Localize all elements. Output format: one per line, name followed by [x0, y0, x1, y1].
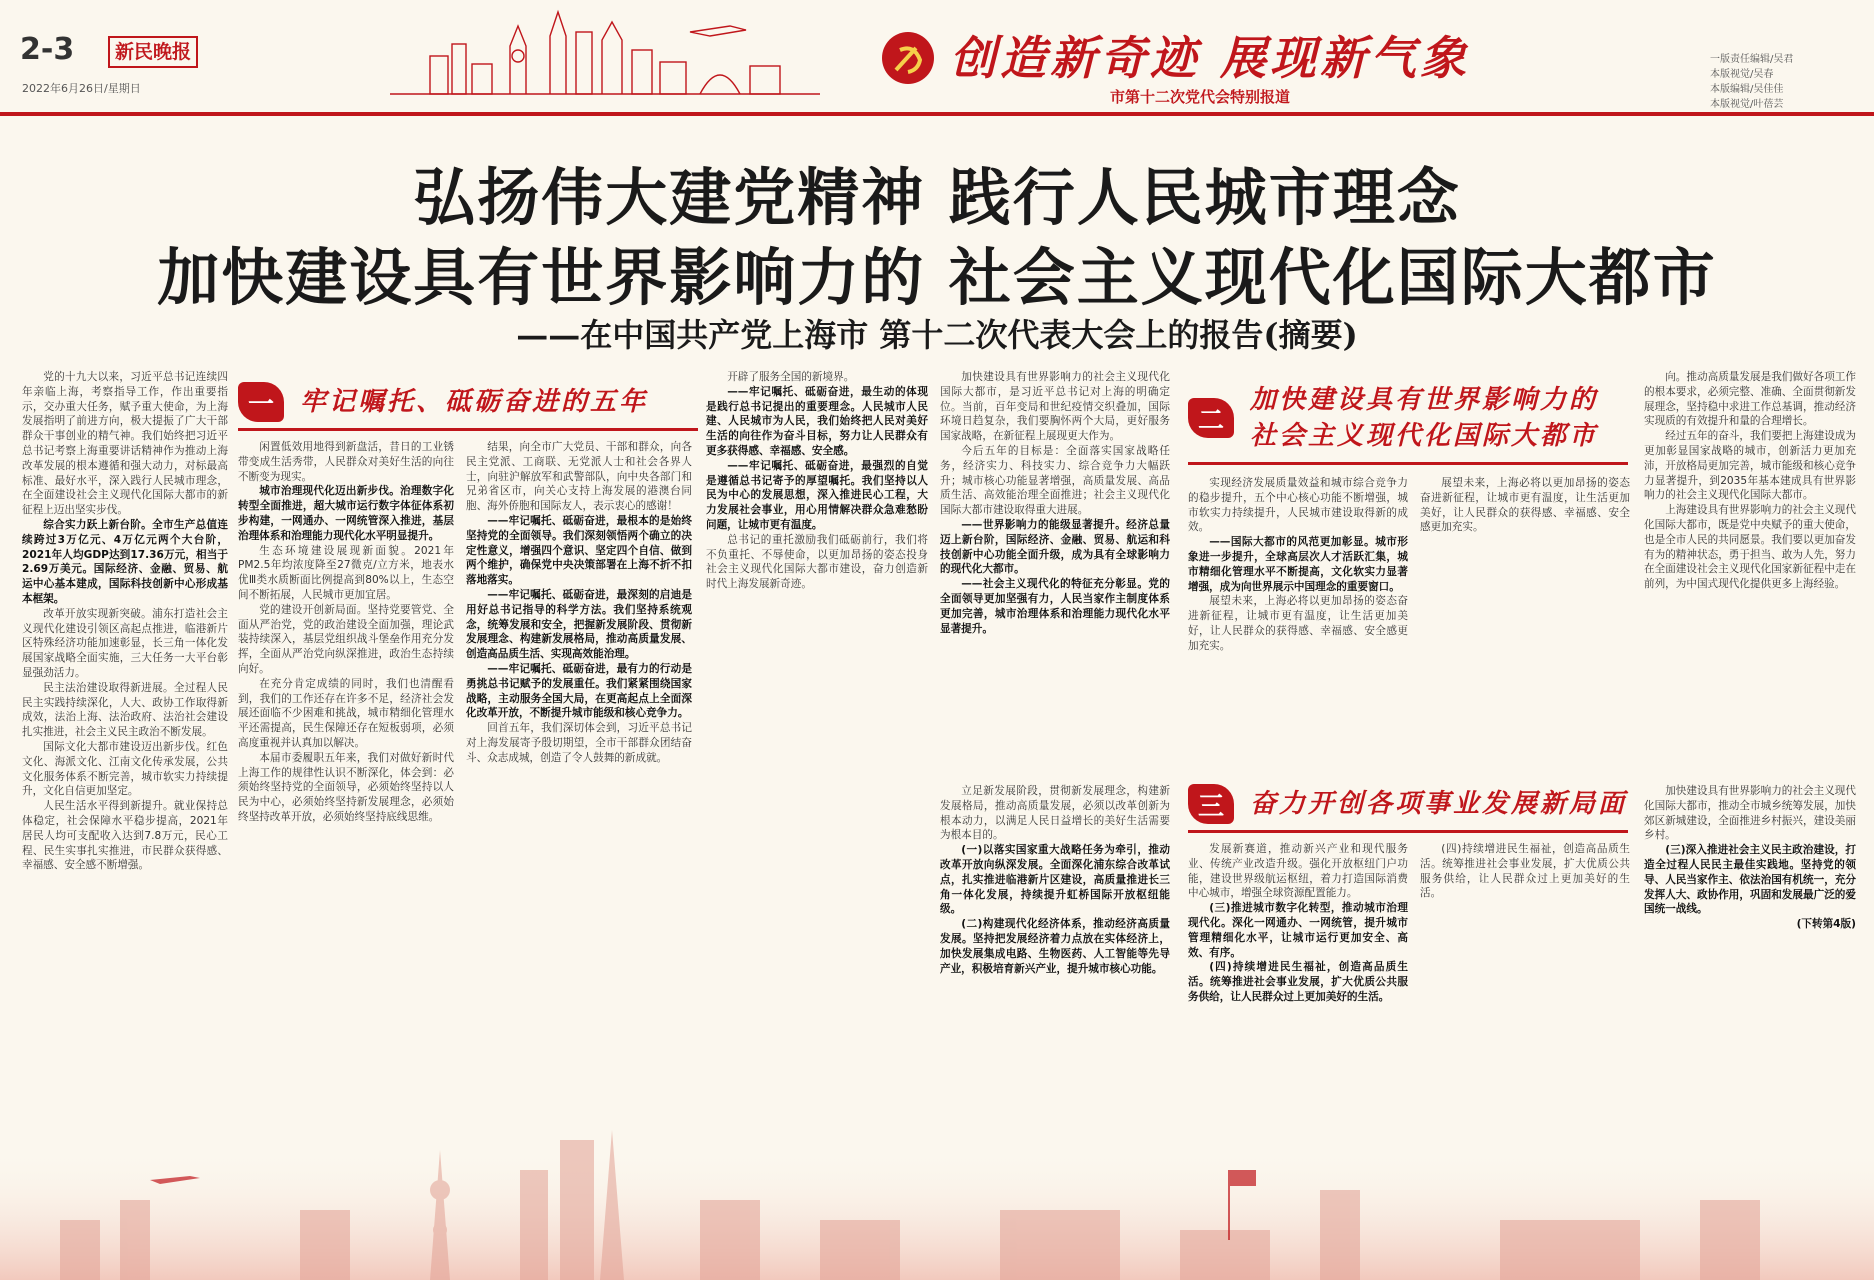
- paragraph: 生态环境建设展现新面貌。2021年PM2.5年均浓度降至27微克/立方米，地表水优Ⅲ类水质断面比例提高到80%以上，生态空间不断拓展，人民城市更加宜居。: [238, 544, 454, 601]
- section-2-heading: [1188, 382, 1598, 454]
- section-1-heading: [238, 382, 648, 422]
- page-number: 2-3: [20, 32, 75, 67]
- city-skyline-illustration-icon: [0, 1110, 1874, 1280]
- article-column-7: [1420, 476, 1630, 770]
- paragraph: 民主法治建设取得新进展。全过程人民民主实践持续深化，人大、政协工作取得新成效，法治上海、法治政府、法治社会建设扎实推进，社会主义民主政治不断发展。: [22, 681, 228, 739]
- paragraph: (四)持续增进民生福祉，创造高品质生活。统筹推进社会事业发展，扩大优质公共服务供给，让人民群众过上更加美好的生活。: [1188, 961, 1408, 1003]
- article-column-5: [940, 370, 1170, 770]
- paragraph: 展望未来，上海必将以更加昂扬的姿态奋进新征程，让城市更有温度，让生活更加美好，让人民群众的获得感、幸福感、安全感更加充实。: [1188, 595, 1408, 652]
- paragraph: ——牢记嘱托、砥砺奋进，最深刻的启迪是用好总书记指导的科学方法。我们坚持系统观念，统筹发展和安全，把握新发展阶段、贯彻新发展理念、构建新发展格局，推动高质量发展、创造高品质生活、实现高效能治理。: [466, 588, 692, 661]
- article-column-4: [706, 370, 928, 1130]
- article-column-1: [22, 370, 228, 1130]
- paragraph: 加快建设具有世界影响力的社会主义现代化国际大都市，推动全市城乡统筹发展，加快郊区新城建设，全面推进乡村振兴，建设美丽乡村。: [1644, 785, 1856, 842]
- section-title: 牢记嘱托、砥砺奋进的五年: [300, 387, 649, 417]
- paragraph: 回首五年，我们深切体会到，习近平总书记对上海发展寄予殷切期望，全市干部群众团结奋斗、众志成城，创造了令人鼓舞的新成就。: [466, 722, 692, 764]
- article-column-6: [1188, 476, 1408, 770]
- paragraph: 国际文化大都市建设迈出新步伐。红色文化、海派文化、江南文化传承发展，公共文化服务体系不断完善，城市软实力持续提升，文化自信更加坚定。: [22, 740, 228, 798]
- editor-credit: 本版编辑/吴佳佳: [1710, 84, 1784, 95]
- section-title: 加快建设具有世界影响力的: [1250, 385, 1599, 415]
- paragraph: 在充分肯定成绩的同时，我们也清醒看到，我们的工作还存在许多不足，经济社会发展还面临不少困难和挑战，城市精细化管理水平还需提高，民生保障还存在短板弱项，必须高度重视并认真加以解决。: [238, 677, 454, 749]
- paragraph: 党的十九大以来，习近平总书记连续四年亲临上海，考察指导工作，作出重要指示，交办重大任务，赋予重大使命，为上海发展指明了前进方向，极大提振了广大干部群众干事创业的精气神。我们始终把习近平总书记考察上海重要讲话精神作为推动上海改革发展的根本遵循和强大动力，对标最高标准、最好水平，深入践行人民城市理念，在全面建设社会主义现代化国际大都市的新征程上迈出坚实步伐。: [22, 371, 228, 517]
- article-column-2: [238, 440, 454, 1130]
- article-column-3: [466, 440, 692, 1130]
- paragraph: 党的建设开创新局面。坚持党要管党、全面从严治党，党的政治建设全面加强，理论武装持续深入，基层党组织战斗堡垒作用充分发挥，全面从严治党向纵深推进，政治生态持续向好。: [238, 603, 454, 675]
- paragraph: 今后五年的目标是：全面落实国家战略任务，经济实力、科技实力、综合竞争力大幅跃升；城市核心功能显著增强，高质量发展、高品质生活、高效能治理全面推进；社会主义现代化国际大都市建设取得重大进展。: [940, 444, 1170, 517]
- party-emblem-icon: [880, 30, 936, 86]
- paragraph: 上海建设具有世界影响力的社会主义现代化国际大都市，既是党中央赋予的重大使命，也是全市人民的共同愿景。我们要以更加奋发有为的精神状态，勇于担当、敢为人先，努力在全面建设社会主义现代化国家新征程中走在前列，为中国式现代化提供更多上海经验。: [1644, 504, 1856, 591]
- section-divider: [1188, 462, 1628, 465]
- main-headline-line-1: 弘扬伟大建党精神 践行人民城市理念: [413, 161, 1461, 234]
- article-column-7-lower: [1420, 842, 1630, 1130]
- paragraph: 改革开放实现新突破。浦东打造社会主义现代化建设引领区高起点推进，临港新片区特殊经济功能加速彰显，长三角一体化发展国家战略全面实施，三大任务一大平台彰显强劲活力。: [22, 607, 228, 679]
- paragraph: 总书记的重托激励我们砥砺前行，我们将不负重托、不辱使命，以更加昂扬的姿态投身社会主义现代化国际大都市建设，奋力创造新时代上海发展新奇迹。: [706, 533, 928, 591]
- editor-credit: 一版责任编辑/吴君: [1710, 54, 1794, 65]
- paragraph: ——社会主义现代化的特征充分彰显。党的全面领导更加坚强有力，人民当家作主制度体系更加完善，城市治理体系和治理能力现代化水平显著提升。: [940, 578, 1170, 635]
- section-number: 一: [238, 382, 284, 422]
- section-3-heading: [1188, 784, 1627, 824]
- section-title: 奋力开创各项事业发展新局面: [1250, 789, 1628, 819]
- section-title-continued: 社会主义现代化国际大都市: [1250, 421, 1599, 451]
- special-report-label: 市第十二次党代会特别报道: [1110, 88, 1291, 106]
- paragraph: 城市治理现代化迈出新步伐。治理数字化转型全面推进，超大城市运行数字体征体系初步构建，一网通办、一网统管深入推进，基层治理体系和治理能力现代化水平明显提升。: [238, 485, 454, 542]
- article-column-5-lower: [940, 784, 1170, 1130]
- paragraph: ——牢记嘱托、砥砺奋进，最强烈的自觉是遵循总书记寄予的厚望嘱托。我们坚持以人民为中心的发展思想，深入推进民心工程，大力发展社会事业，用心用情解决群众急难愁盼问题，让城市更有温度。: [706, 459, 928, 531]
- paragraph: 结果，向全市广大党员、干部和群众，向各民主党派、工商联、无党派人士和社会各界人士，向驻沪解放军和武警部队，向中央各部门和兄弟省区市，向关心支持上海发展的港澳台同胞、海外侨胞和国际友人，表示衷心的感谢！: [466, 441, 692, 513]
- editor-credits: [1710, 52, 1860, 112]
- paragraph: ——牢记嘱托、砥砺奋进，最生动的体现是践行总书记提出的重要理念。人民城市人民建、人民城市为人民，我们始终把人民对美好生活的向往作为奋斗目标，努力让人民群众有更多获得感、幸福感、安全感。: [706, 385, 928, 457]
- issue-date: 2022年6月26日/星期日: [22, 82, 141, 95]
- paragraph: 加快建设具有世界影响力的社会主义现代化国际大都市，是习近平总书记对上海的明确定位。当前，百年变局和世纪疫情交织叠加，国际环境日趋复杂，我们要胸怀两个大局，更好服务国家战略，在新征程上展现更大作为。: [940, 371, 1170, 443]
- paragraph: 闲置低效用地得到新盘活，昔日的工业锈带变成生活秀带，人民群众对美好生活的向往不断变为现实。: [238, 441, 454, 483]
- paragraph: 经过五年的奋斗，我们要把上海建设成为更加彰显国家战略的城市，创新活力更加充沛，开放格局更加完善，城市能级和核心竞争力显著提升，到2035年基本建成具有世界影响力的社会主义现代化国际大都市。: [1644, 430, 1856, 502]
- subheadline: ——在中国共产党上海市 第十二次代表大会上的报告(摘要): [516, 316, 1358, 354]
- campaign-slogan: 创造新奇迹 展现新气象: [950, 31, 1471, 85]
- paragraph: (三)深入推进社会主义民主政治建设，打造全过程人民民主最佳实践地。坚持党的领导、人民当家作主、依法治国有机统一，充分发挥人大、政协作用，巩固和发展最广泛的爱国统一战线。: [1644, 844, 1856, 916]
- paragraph: 实现经济发展质量效益和城市综合竞争力的稳步提升，五个中心核心功能不断增强，城市软实力持续提升，人民城市建设取得新的成效。: [1188, 477, 1408, 534]
- section-divider: [1188, 830, 1628, 833]
- newspaper-logo: 新民晚报: [108, 36, 198, 68]
- paragraph: 向。推动高质量发展是我们做好各项工作的根本要求，必须完整、准确、全面贯彻新发展理念，坚持稳中求进工作总基调，推动经济实现质的有效提升和量的合理增长。: [1644, 371, 1856, 428]
- paragraph: (二)构建现代化经济体系，推动经济高质量发展。坚持把发展经济着力点放在实体经济上，加快发展集成电路、生物医药、人工智能等先导产业，积极培育新兴产业，提升城市核心功能。: [940, 918, 1170, 975]
- paragraph: 本届市委履职五年来，我们对做好新时代上海工作的规律性认识不断深化，体会到：必须始终坚持党的全面领导，必须始终坚持以人民为中心，必须始终坚持新发展理念，必须始终坚持改革开放，必须始终坚持底线思维。: [238, 751, 454, 823]
- masthead: [0, 0, 1874, 108]
- editor-credit: 本版视觉/吴春: [1710, 69, 1774, 80]
- article-column-8: [1644, 370, 1856, 770]
- paragraph: (三)推进城市数字化转型，推动城市治理现代化。深化一网通办、一网统管，提升城市管理精细化水平，让城市运行更加安全、高效、有序。: [1188, 902, 1408, 959]
- paragraph: 开辟了服务全国的新境界。: [727, 371, 855, 383]
- paragraph: 综合实力跃上新台阶。全市生产总值连续跨过3万亿元、4万亿元两个大台阶，2021年人均GDP达到17.36万元，相当于2.69万美元。国际经济、金融、贸易、航运中心基本建成，国际科技创新中心形成基本框架。: [22, 518, 228, 605]
- paragraph: ——牢记嘱托、砥砺奋进，最有力的行动是勇挑总书记赋予的发展重任。我们紧紧围绕国家战略，主动服务全国大局，在更高起点上全面深化改革开放，不断提升城市能级和核心竞争力。: [466, 662, 692, 720]
- paragraph: 人民生活水平得到新提升。就业保持总体稳定，社会保障水平稳步提高，2021年居民人均可支配收入达到7.8万元，民心工程、民生实事扎实推进，市民群众获得感、幸福感、安全感不断增强。: [22, 800, 228, 872]
- paragraph: ——牢记嘱托、砥砺奋进，最根本的是始终坚持党的全面领导。我们深刻领悟两个确立的决定性意义，增强四个意识、坚定四个自信、做到两个维护，确保党中央决策部署在上海不折不扣落地落实。: [466, 514, 692, 587]
- masthead-divider: [0, 112, 1874, 116]
- editor-credit: 本版视觉/叶蓓芸: [1710, 99, 1784, 110]
- section-number: 二: [1188, 398, 1234, 438]
- continued-note: (下转第4版): [1796, 918, 1856, 931]
- paragraph: ——世界影响力的能级显著提升。经济总量迈上新台阶，国际经济、金融、贸易、航运和科技创新中心功能全面升级，成为具有全球影响力的现代化大都市。: [940, 518, 1170, 576]
- main-headline-line-2: 加快建设具有世界影响力的 社会主义现代化国际大都市: [157, 241, 1717, 314]
- paragraph: ——国际大都市的风范更加彰显。城市形象进一步提升，全球高层次人才活跃汇集，城市精细化管理水平不断提高，文化软实力显著增强，成为向世界展示中国理念的重要窗口。: [1188, 536, 1408, 593]
- section-number: 三: [1188, 784, 1234, 824]
- paragraph: 立足新发展阶段，贯彻新发展理念，构建新发展格局，推动高质量发展，必须以改革创新为根本动力，以满足人民日益增长的美好生活需要为根本目的。: [940, 785, 1170, 842]
- paragraph: 发展新赛道，推动新兴产业和现代服务业、传统产业改造升级。强化开放枢纽门户功能，建设世界级航运枢纽，着力打造国际消费中心城市，增强全球资源配置能力。: [1188, 843, 1408, 900]
- article-column-6-lower: [1188, 842, 1408, 1130]
- section-divider: [238, 428, 698, 431]
- paragraph: (四)持续增进民生福祉，创造高品质生活。统筹推进社会事业发展，扩大优质公共服务供给，让人民群众过上更加美好的生活。: [1420, 843, 1630, 900]
- paragraph: 展望未来，上海必将以更加昂扬的姿态奋进新征程，让城市更有温度，让生活更加美好，让人民群众的获得感、幸福感、安全感更加充实。: [1420, 477, 1630, 534]
- paragraph: (一)以落实国家重大战略任务为牵引，推动改革开放向纵深发展。全面深化浦东综合改革试点，扎实推进临港新片区建设，高质量推进长三角一体化发展，持续提升虹桥国际开放枢纽能级。: [940, 844, 1170, 916]
- article-column-8-lower: [1644, 784, 1856, 1130]
- skyline-illustration-icon: [390, 6, 820, 98]
